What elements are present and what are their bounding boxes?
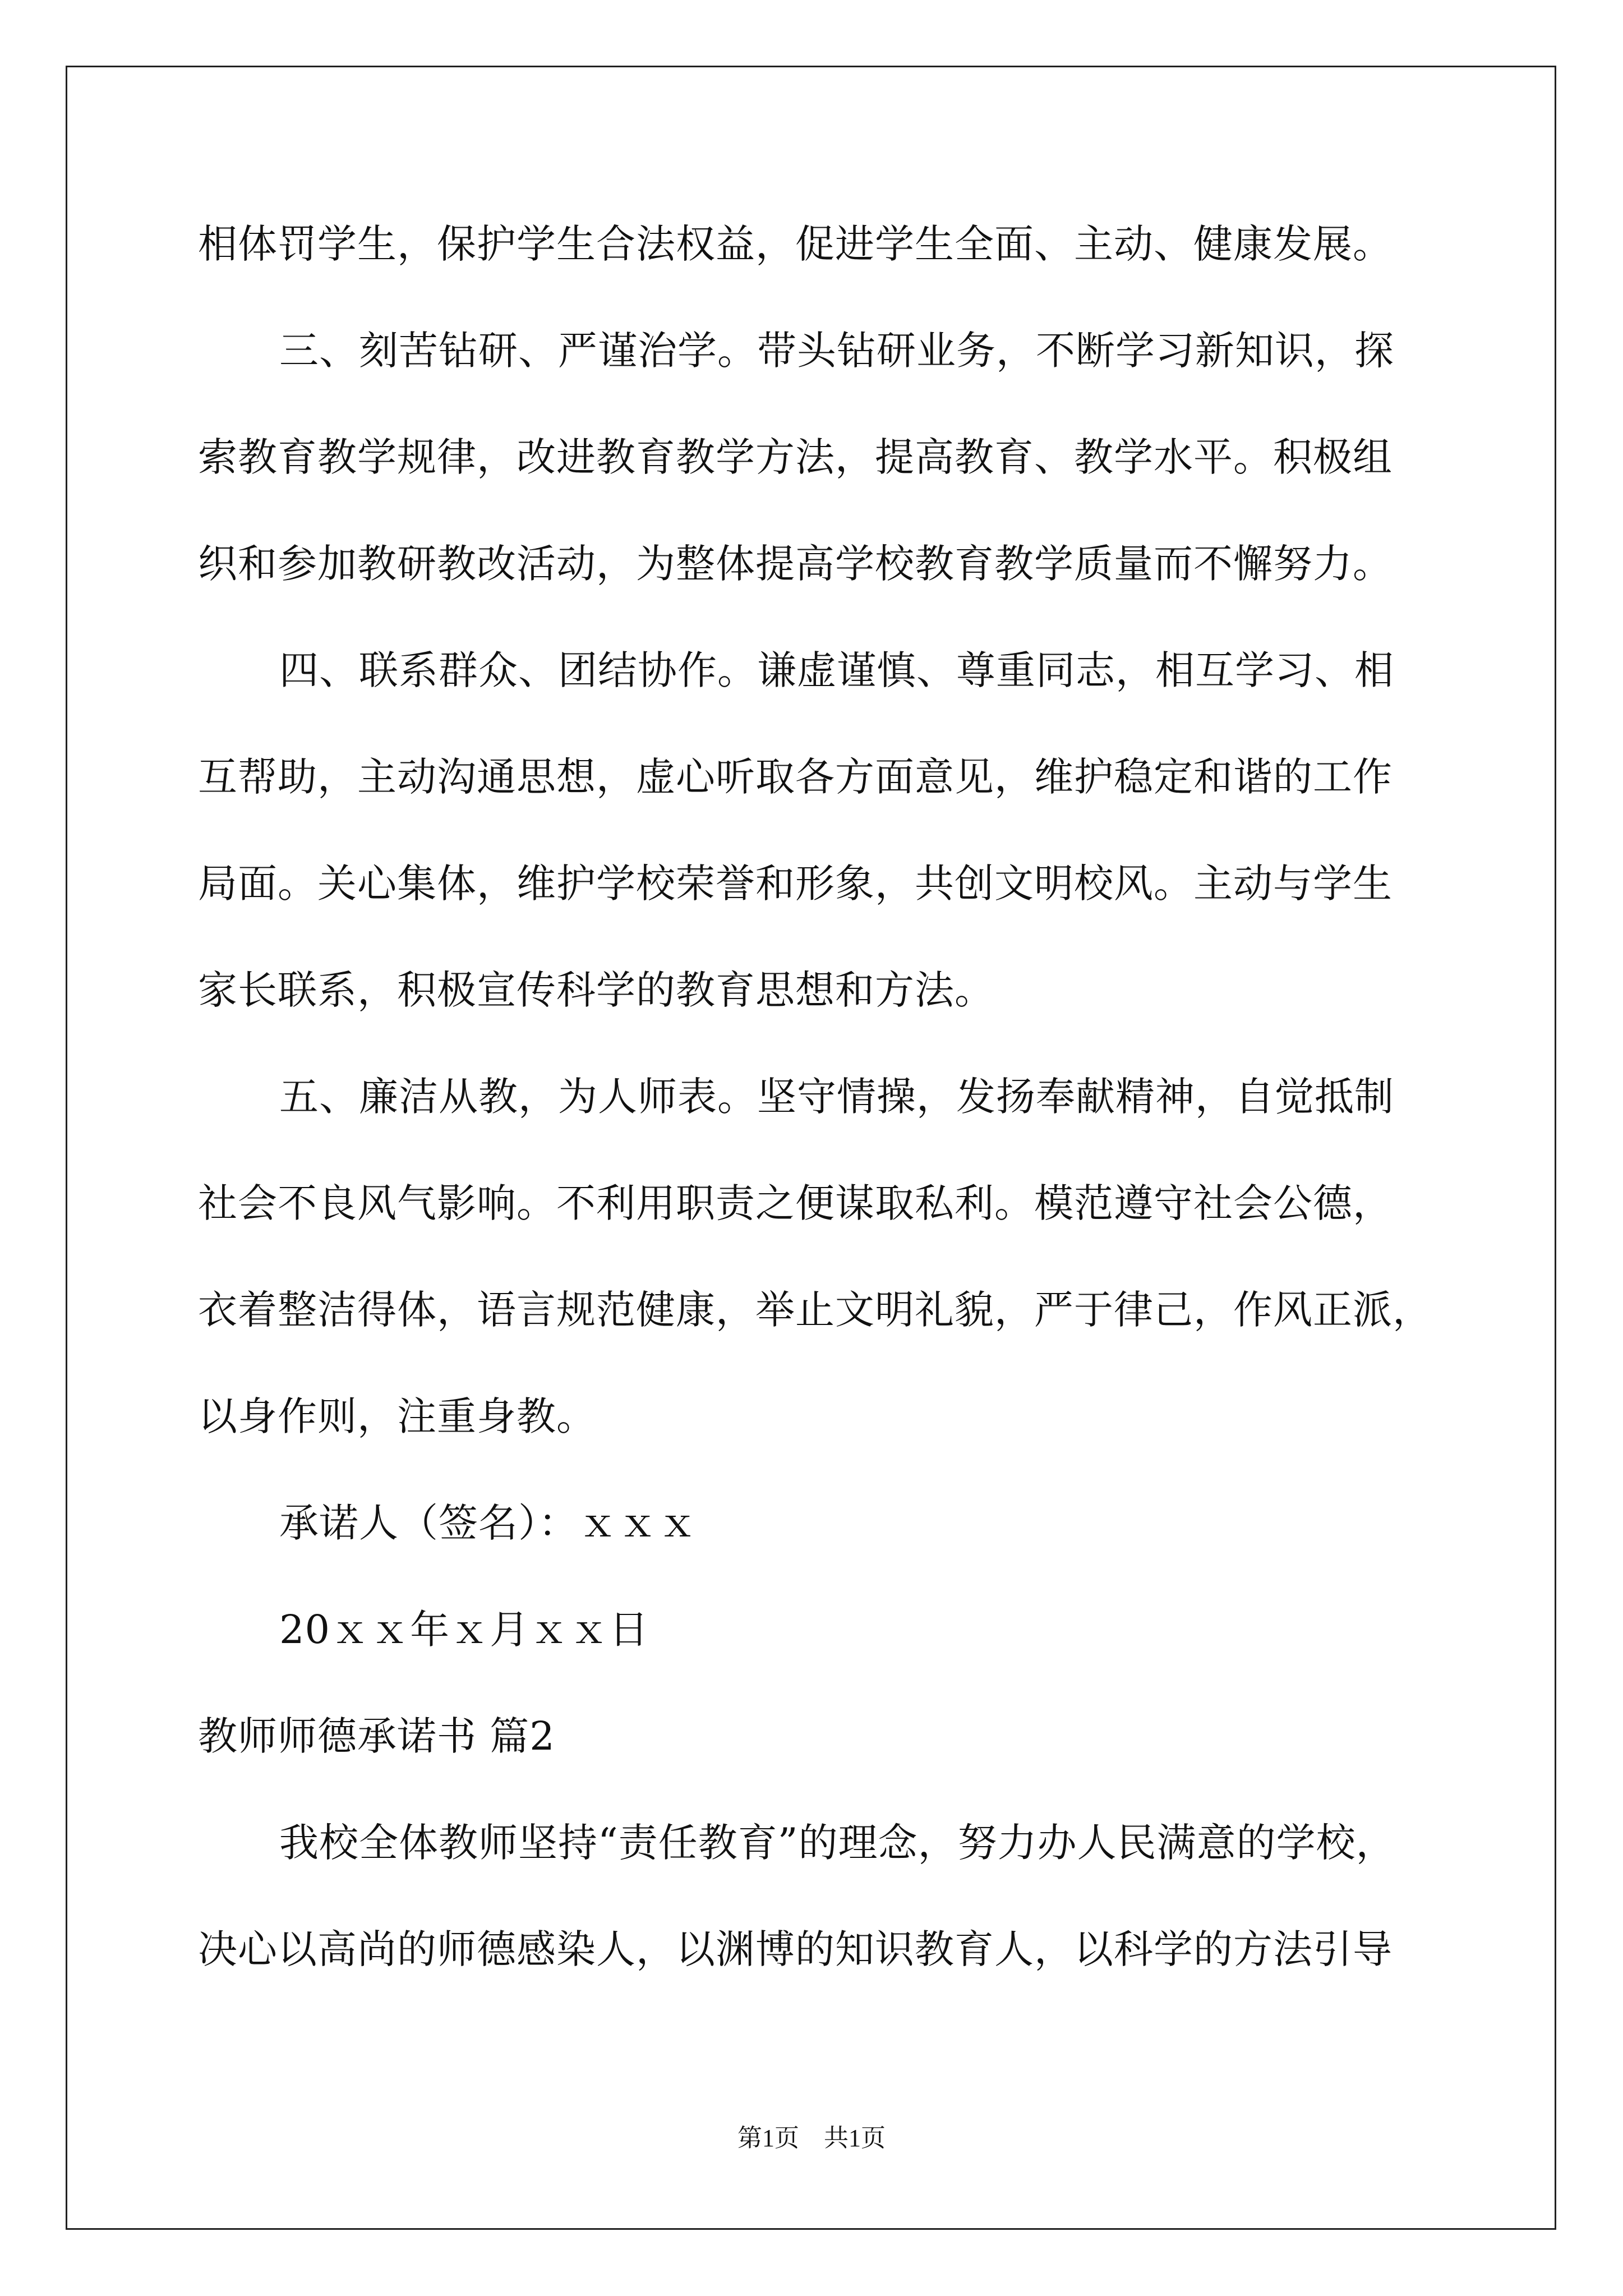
signature-line: 承诺人（签名）：ｘｘｘ (279, 1500, 698, 1546)
page-footer: 第1页 共1页 (737, 2124, 886, 2152)
text-line: 织和参加教研教改活动，为整体提高学校教育教学质量而不懈努力。 (198, 541, 1393, 587)
paragraph-5-start: 五、廉洁从教，为人师表。坚守情操，发扬奉献精神，自觉抵制 (279, 1074, 1394, 1120)
paragraph-4-start: 四、联系群众、团结协作。谦虚谨慎、尊重同志，相互学习、相 (279, 647, 1394, 693)
text-line: 互帮助，主动沟通思想，虚心听取各方面意见，维护稳定和谐的工作 (198, 754, 1393, 800)
page-border (66, 66, 1556, 2230)
section-heading: 教师师德承诺书 篇2 (198, 1713, 555, 1759)
text-line: 家长联系，积极宣传科学的教育思想和方法。 (198, 967, 994, 1013)
text-line: 局面。关心集体，维护学校荣誉和形象，共创文明校风。主动与学生 (198, 861, 1393, 907)
text-line: 社会不良风气影响。不利用职责之便谋取私利。模范遵守社会公德， (198, 1180, 1393, 1226)
text-line: 以身作则，注重身教。 (198, 1393, 596, 1439)
paragraph-start: 我校全体教师坚持“责任教育”的理念，努力办人民满意的学校， (279, 1820, 1396, 1866)
paragraph-3-start: 三、刻苦钻研、严谨治学。带头钻研业务，不断学习新知识，探 (279, 328, 1394, 374)
text-line: 相体罚学生，保护学生合法权益，促进学生全面、主动、健康发展。 (198, 221, 1393, 267)
text-line: 索教育教学规律，改进教育教学方法，提高教育、教学水平。积极组 (198, 434, 1393, 480)
text-line: 决心以高尚的师德感染人，以渊博的知识教育人，以科学的方法引导 (198, 1926, 1393, 1972)
text-line: 衣着整洁得体，语言规范健康，举止文明礼貌，严于律己，作风正派， (198, 1287, 1432, 1333)
date-line: 20ｘｘ年ｘ月ｘｘ日 (279, 1607, 649, 1653)
